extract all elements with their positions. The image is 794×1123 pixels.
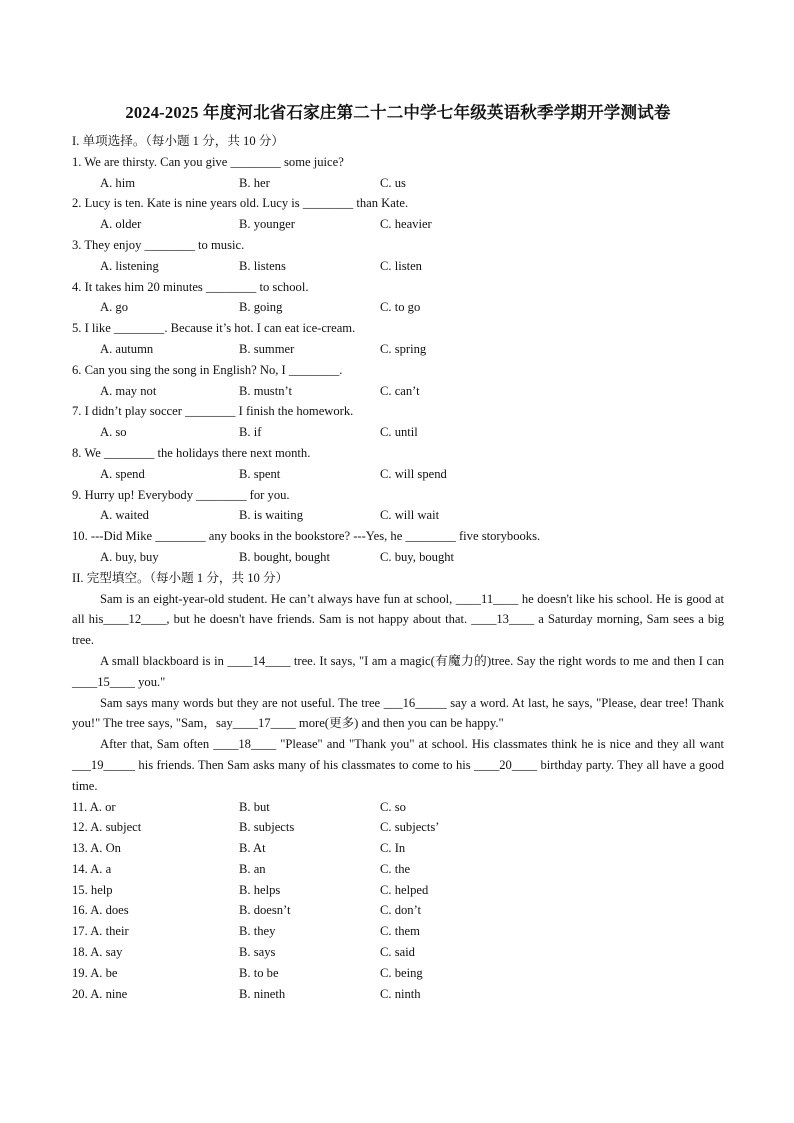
question-options — [72, 173, 724, 194]
cloze-option-c: C. so — [380, 799, 406, 814]
exam-page — [72, 102, 724, 1004]
option-a: A. may not — [100, 383, 157, 398]
question-stem: 5. I like ________. Because it’s hot. I can eat ice-cream. — [72, 321, 356, 336]
question-options — [72, 256, 724, 277]
question-stem: 4. It takes him 20 minutes ________ to school. — [72, 279, 309, 294]
option-b: B. if — [239, 425, 262, 440]
option-b: B. summer — [239, 341, 295, 356]
option-a: A. so — [100, 425, 127, 440]
option-a: A. buy, buy — [100, 549, 159, 564]
cloze-option-a: 18. A. say — [72, 945, 123, 960]
cloze-option-b: B. an — [239, 861, 266, 876]
cloze-option-c: C. the — [380, 861, 411, 876]
option-a: A. go — [100, 300, 128, 315]
cloze-choices — [72, 797, 724, 1005]
option-b: B. listens — [239, 258, 286, 273]
section-1 — [72, 131, 724, 568]
question-stem: 1. We are thirsty. Can you give ________ some juice? — [72, 154, 344, 169]
section-1-questions — [72, 152, 724, 568]
cloze-option-b: B. says — [239, 945, 276, 960]
passage-paragraph: Sam says many words but they are not useful. The tree ___16_____ say a word. At last, he says, "Please, dear tree! Thank you!" The tree says, "Sam，say____17____ more(更多) and then you can be happy." — [72, 695, 724, 731]
cloze-option-b: B. they — [239, 924, 276, 939]
option-c: C. spring — [380, 341, 427, 356]
exam-title: 2024-2025 年度河北省石家庄第二十二中学七年级英语秋季学期开学测试卷 — [125, 103, 671, 122]
option-a: A. waited — [100, 508, 149, 523]
passage-paragraph: After that, Sam often ____18____ "Please" and "Thank you" at school. His classmates think he is nice and they all want ___19_____ his friends. Then Sam asks many of his classmates to come to his ____20____ birthday party. They all have a good time. — [72, 737, 724, 793]
cloze-option-c: C. ninth — [380, 986, 421, 1001]
cloze-choice-row — [72, 900, 724, 921]
cloze-option-b: B. At — [239, 841, 266, 856]
cloze-choice-row — [72, 963, 724, 984]
question-options — [72, 422, 724, 443]
question-stem: 6. Can you sing the song in English? No, I ________. — [72, 362, 343, 377]
option-c: C. will spend — [380, 466, 447, 481]
passage-paragraph: Sam is an eight-year-old student. He can’t always have fun at school, ____11____ he doesn't like his school. He is good at all his____12____, but he doesn't have friends. Sam is not happy about that. ____13____ a Saturday morning, Sam sees a big tree. — [72, 591, 724, 648]
question-options — [72, 214, 724, 235]
cloze-option-a: 15. help — [72, 882, 113, 897]
cloze-option-c: C. don’t — [380, 903, 422, 918]
question-stem: 3. They enjoy ________ to music. — [72, 237, 245, 252]
cloze-passage — [72, 589, 724, 797]
section-1-heading: I. 单项选择。（每小题 1 分，共 10 分） — [72, 134, 284, 148]
cloze-option-a: 17. A. their — [72, 924, 129, 939]
option-a: A. listening — [100, 258, 159, 273]
cloze-option-a: 19. A. be — [72, 965, 118, 980]
cloze-option-c: C. subjects’ — [380, 820, 440, 835]
cloze-option-b: B. nineth — [239, 986, 286, 1001]
cloze-option-b: B. doesn’t — [239, 903, 291, 918]
option-b: B. her — [239, 175, 270, 190]
option-b: B. going — [239, 300, 283, 315]
section-2-heading: II. 完型填空。（每小题 1 分，共 10 分） — [72, 570, 289, 585]
cloze-option-a: 13. A. On — [72, 841, 121, 856]
option-a: A. spend — [100, 466, 145, 481]
cloze-option-a: 11. A. or — [72, 799, 116, 814]
option-a: A. older — [100, 217, 142, 232]
question-options — [72, 297, 724, 318]
cloze-choice-row — [72, 797, 724, 818]
cloze-option-c: C. said — [380, 945, 415, 960]
option-b: B. spent — [239, 466, 281, 481]
cloze-choice-row — [72, 921, 724, 942]
cloze-option-b: B. subjects — [239, 820, 295, 835]
question-options — [72, 547, 724, 568]
option-c: C. to go — [380, 300, 421, 315]
question-options — [72, 464, 724, 485]
cloze-choice-row — [72, 984, 724, 1005]
option-b: B. younger — [239, 217, 295, 232]
cloze-option-a: 20. A. nine — [72, 986, 128, 1001]
question-stem: 9. Hurry up! Everybody ________ for you. — [72, 487, 290, 502]
option-a: A. him — [100, 175, 135, 190]
passage-paragraph: A small blackboard is in ____14____ tree. It says, "I am a magic(有魔力的)tree. Say the right words to me and then I can ____15____ you." — [72, 653, 724, 689]
cloze-choice-row — [72, 859, 724, 880]
question-stem: 7. I didn’t play soccer ________ I finish the homework. — [72, 404, 354, 419]
cloze-option-c: C. In — [380, 841, 406, 856]
option-c: C. can’t — [380, 383, 420, 398]
question-stem: 2. Lucy is ten. Kate is nine years old. Lucy is ________ than Kate. — [72, 196, 409, 211]
cloze-option-c: C. them — [380, 924, 420, 939]
option-b: B. mustn’t — [239, 383, 292, 398]
cloze-option-b: B. to be — [239, 965, 279, 980]
question-options — [72, 381, 724, 402]
option-c: C. us — [380, 175, 406, 190]
cloze-choice-row — [72, 942, 724, 963]
option-c: C. listen — [380, 258, 422, 273]
option-c: C. heavier — [380, 217, 432, 232]
option-c: C. will wait — [380, 508, 440, 523]
cloze-choice-row — [72, 880, 724, 901]
option-b: B. bought, bought — [239, 549, 330, 564]
option-b: B. is waiting — [239, 508, 304, 523]
cloze-option-c: C. being — [380, 965, 423, 980]
option-c: C. buy, bought — [380, 549, 455, 564]
cloze-option-a: 16. A. does — [72, 903, 129, 918]
question-options — [72, 505, 724, 526]
cloze-option-a: 14. A. a — [72, 861, 112, 876]
cloze-choice-row — [72, 817, 724, 838]
option-a: A. autumn — [100, 341, 154, 356]
cloze-option-a: 12. A. subject — [72, 820, 142, 835]
cloze-option-b: B. helps — [239, 882, 281, 897]
cloze-option-c: C. helped — [380, 882, 429, 897]
question-stem: 10. ---Did Mike ________ any books in the bookstore? ---Yes, he ________ five storybooks. — [72, 529, 541, 544]
question-stem: 8. We ________ the holidays there next month. — [72, 445, 311, 460]
section-2 — [72, 568, 724, 1005]
cloze-choice-row — [72, 838, 724, 859]
cloze-option-b: B. but — [239, 799, 270, 814]
option-c: C. until — [380, 425, 418, 440]
question-options — [72, 339, 724, 360]
